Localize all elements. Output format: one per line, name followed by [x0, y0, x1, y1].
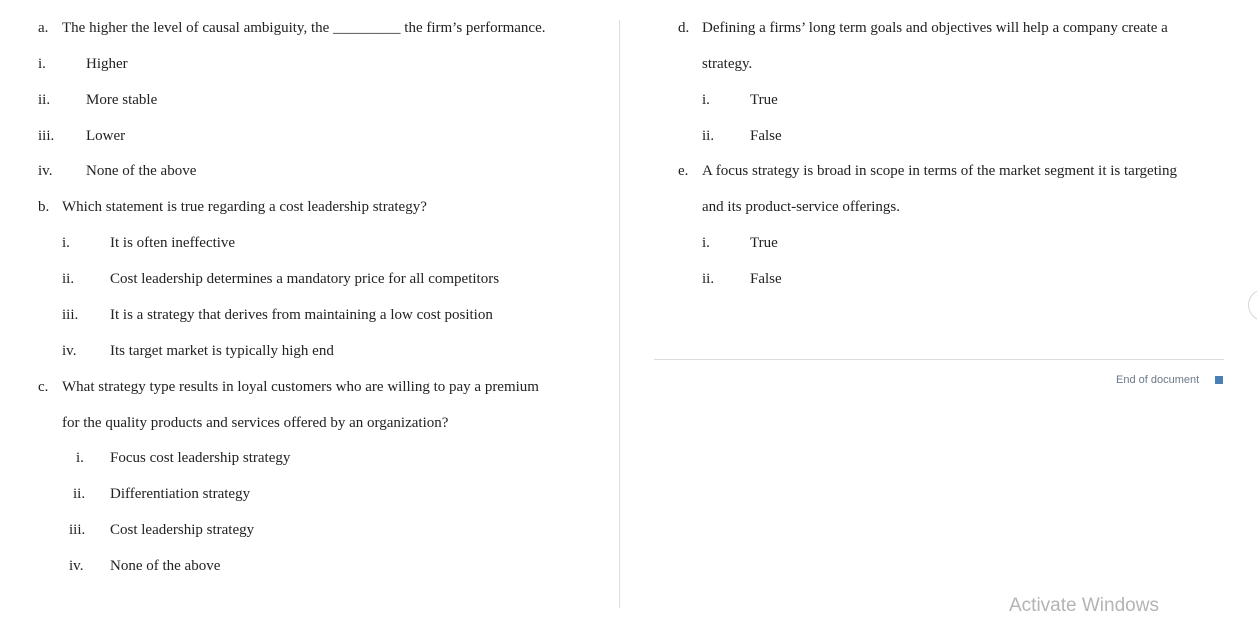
question-c-option-num: iv.	[69, 558, 84, 574]
question-d-option-text: False	[750, 128, 782, 144]
question-a-option-num: iv.	[38, 163, 53, 179]
question-e-letter: e.	[678, 163, 689, 179]
question-e-text-line1: A focus strategy is broad in scope in terms of the market segment it is targeting	[702, 163, 1178, 179]
question-a-text-after: the firm’s performance.	[404, 20, 546, 36]
question-d-text-line1: Defining a firms’ long term goals and objectives will help a company create a	[702, 20, 1168, 36]
question-a-blank: _________	[333, 20, 401, 36]
question-a-option-text: Lower	[86, 128, 126, 144]
question-b-option-text: Its target market is typically high end	[110, 343, 334, 359]
question-e-text-line2: and its product-service offerings.	[702, 199, 900, 215]
question-c-option-text: Cost leadership strategy	[110, 522, 255, 538]
question-c-option-num: i.	[76, 450, 84, 466]
question-a-letter: a.	[38, 20, 49, 36]
question-b-text: Which statement is true regarding a cost leadership strategy?	[62, 199, 427, 215]
question-a-option-num: ii.	[38, 92, 51, 108]
question-a-text-before: The higher the level of causal ambiguity, the	[62, 20, 330, 36]
question-d-option-num: ii.	[702, 128, 715, 144]
activate-windows-watermark: Activate Windows	[1009, 595, 1159, 616]
question-c-text-line2: for the quality products and services offered by an organization?	[62, 415, 449, 431]
question-c-letter: c.	[38, 379, 49, 395]
question-c-option-num: ii.	[73, 486, 86, 502]
question-b-option-text: Cost leadership determines a mandatory price for all competitors	[110, 271, 500, 287]
question-b-option-text: It is a strategy that derives from maintaining a low cost position	[110, 307, 493, 323]
question-a-option-text: Higher	[86, 56, 128, 72]
column-divider	[619, 20, 620, 608]
question-b-option-num: iv.	[62, 343, 77, 359]
question-c-option-num: iii.	[69, 522, 86, 538]
question-c-option-text: Differentiation strategy	[110, 486, 251, 502]
question-b-option-num: ii.	[62, 271, 75, 287]
question-e-option-num: i.	[702, 235, 710, 251]
question-e-option-text: True	[750, 235, 778, 251]
question-c-option-text: None of the above	[110, 558, 221, 574]
page-nav-knob[interactable]	[1248, 289, 1257, 321]
question-e-option-num: ii.	[702, 271, 715, 287]
end-of-document-square-icon	[1215, 376, 1223, 384]
question-a-option-num: iii.	[38, 128, 55, 144]
question-b-letter: b.	[38, 199, 50, 215]
question-c-option-text: Focus cost leadership strategy	[110, 450, 291, 466]
question-d-letter: d.	[678, 20, 690, 36]
end-of-document-rule	[654, 359, 1224, 360]
question-d-text-line2: strategy.	[702, 56, 753, 72]
question-a-option-text: More stable	[86, 92, 158, 108]
end-of-document-label: End of document	[1116, 374, 1200, 386]
question-c-text-line1: What strategy type results in loyal customers who are willing to pay a premium	[62, 379, 539, 395]
question-b-option-num: i.	[62, 235, 70, 251]
question-d-option-text: True	[750, 92, 778, 108]
question-a-text	[62, 19, 545, 37]
question-a-option-num: i.	[38, 56, 46, 72]
question-e-option-text: False	[750, 271, 782, 287]
question-b-option-text: It is often ineffective	[110, 235, 236, 251]
question-d-option-num: i.	[702, 92, 710, 108]
question-a-option-text: None of the above	[86, 163, 197, 179]
question-b-option-num: iii.	[62, 307, 79, 323]
